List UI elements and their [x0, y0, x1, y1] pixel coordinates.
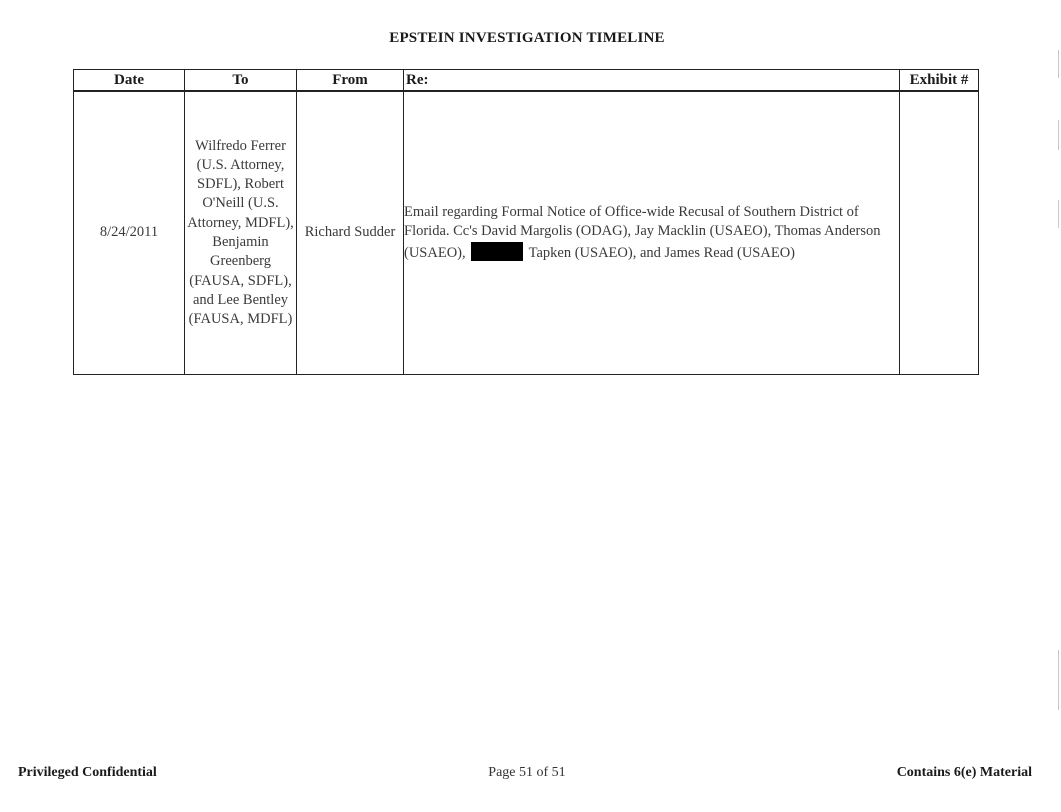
header-exhibit: Exhibit #	[900, 70, 979, 92]
cell-date: 8/24/2011	[74, 91, 185, 375]
redaction-box	[471, 242, 523, 261]
re-text-part-2: Tapken (USAEO), and James Read (USAEO)	[528, 244, 795, 261]
scan-edge-mark	[1058, 120, 1059, 150]
table-row	[74, 91, 979, 375]
header-date: Date	[74, 70, 185, 92]
cell-from: Richard Sudder	[297, 91, 404, 375]
cell-re	[404, 91, 900, 375]
footer-6e-label: Contains 6(e) Material	[896, 765, 1032, 780]
footer-privileged-label: Privileged Confidential	[18, 765, 157, 780]
document-title: EPSTEIN INVESTIGATION TIMELINE	[389, 30, 665, 46]
header-to: To	[185, 70, 297, 92]
cell-exhibit	[900, 91, 979, 375]
table-header-row	[74, 70, 979, 92]
timeline-table	[73, 69, 979, 375]
header-re: Re:	[404, 70, 900, 92]
scan-edge-mark	[1058, 650, 1059, 710]
re-text-part-1: Email regarding Formal Notice of Office-wide Recusal of Southern District of Florida. Cc's David Margolis (ODAG), Jay Macklin (USAEO), Thomas Anderson (USAEO),	[404, 204, 881, 261]
footer-page-number: Page 51 of 51	[488, 765, 566, 780]
scan-edge-mark	[1058, 200, 1059, 228]
cell-to: Wilfredo Ferrer (U.S. Attorney, SDFL), Robert O'Neill (U.S. Attorney, MDFL), Benjamin Greenberg (FAUSA, SDFL), and Lee Bentley (FAUSA, MDFL)	[185, 91, 297, 375]
header-from: From	[297, 70, 404, 92]
scan-edge-mark	[1058, 50, 1059, 78]
